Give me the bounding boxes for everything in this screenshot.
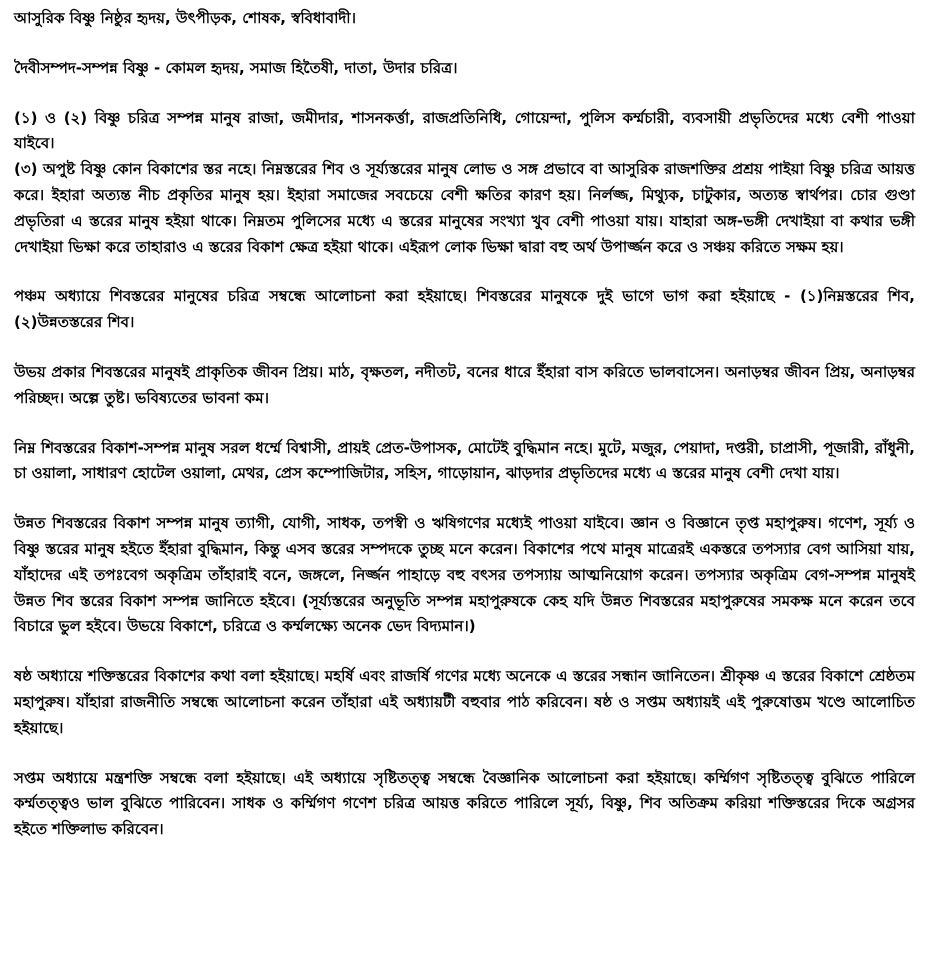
paragraph-lower-shiva: নিম্ন শিবস্তরের বিকাশ-সম্পন্ন মানুষ সরল ধর্ম্মে বিশ্বাসী, প্রায়ই প্রেত-উপাসক, মোটেই বুদ্ধিমান নহে। মুটে, মজুর, পেয়াদা, দপ্তরী, চাপ্রাসী, পূজারী, রাঁধুনী, চা ওয়ালা, সাধারণ হোটেল ওয়ালা, মেথর, প্রেস কম্পোজিটার, সহিস, গাড়োয়ান, ঝাড়দার প্রভৃতিদের মধ্যে এ স্তরের মানুষ বেশী দেখা যায়।	[14, 438, 915, 483]
paragraph-daivi-vishnu: দৈবীসম্পদ-সম্পন্ন বিষ্ণু - কোমল হৃদয়, সমাজ হিতৈষী, দাতা, উদার চরিত্র।	[14, 58, 458, 77]
document-page	[14, 6, 915, 843]
paragraph-seventh-chapter: সপ্তম অধ্যায়ে মন্ত্রশক্তি সম্বন্ধে বলা হইয়াছে। এই অধ্যায়ে সৃষ্টিতত্ত্ব সম্বন্ধে বৈজ্ঞানিক আলোচনা করা হইয়াছে। কর্ম্মিগণ সৃষ্টিতত্ত্ব বুঝিতে পারিলে কর্ম্মতত্ত্বও ভাল বুঝিতে পারিবেন। সাধক ও কর্ম্মিগণ গণেশ চরিত্র আয়ত্ত করিতে পারিলে সূর্য্য, বিষ্ণু, শিব অতিক্রম করিয়া শক্তিস্তরের দিকে অগ্রসর হইতে শক্তিলাভ করিবেন।	[14, 768, 915, 839]
paragraph-spacer	[14, 742, 915, 766]
paragraph-spacer	[14, 640, 915, 664]
paragraph-spacer	[14, 260, 915, 284]
paragraph-spacer	[14, 32, 915, 56]
paragraph-sixth-chapter: ষষ্ঠ অধ্যায়ে শক্তিস্তরের বিকাশের কথা বলা হইয়াছে। মহর্ষি এবং রাজর্ষি গণের মধ্যে অনেকে এ স্তরের সন্ধান জানিতেন। শ্রীকৃষ্ণ এ স্তরের বিকাশে শ্রেষ্ঠতম মহাপুরুষ। যাঁহারা রাজনীতি সম্বন্ধে আলোচনা করেন তাঁহারা এই অধ্যায়টী বহুবার পাঠ করিবেন। ষষ্ঠ ও সপ্তম অধ্যায়ই এই পুরুষোত্তম খণ্ডে আলোচিত হইয়াছে।	[14, 667, 915, 737]
paragraph-aposhto-vishnu: (৩) অপুষ্ট বিষ্ণু কোন বিকাশের স্তর নহে। নিম্নস্তরের শিব ও সূর্য্যস্তরের মানুষ লোভ ও সঙ্গ প্রভাবে বা আসুরিক রাজশক্তির প্রশ্রয় পাইয়া বিষ্ণু চরিত্র আয়ত্ত করে। ইহারা অত্যন্ত নীচ প্রকৃতির মানুষ হয়। ইহারা সমাজের সবচেয়ে বেশী ক্ষতির কারণ হয়। নির্লজ্জ, মিথ্যুক, চাটুকার, অত্যন্ত স্বার্থপর। চোর গুণ্ডা প্রভৃতিরা এ স্তরের মানুষ হইয়া থাকে। নিম্নতম পুলিসের মধ্যে এ স্তরের মানুষের সংখ্যা খুব বেশী পাওয়া যায়। যাহারা অঙ্গ-ভঙ্গী দেখাইয়া বা কথার ভঙ্গী দেখাইয়া ভিক্ষা করে তাহারাও এ স্তরের বিকাশ ক্ষেত্র হইয়া থাকে। এইরূপ লোক ভিক্ষা দ্বারা বহু অর্থ উপার্জ্জন করে ও সঞ্চয় করিতে সক্ষম হয়।	[14, 160, 915, 256]
paragraph-spacer	[14, 487, 915, 511]
paragraph-higher-shiva: উন্নত শিবস্তরের বিকাশ সম্পন্ন মানুষ ত্যাগী, যোগী, সাধক, তপস্বী ও ঋষিগণের মধ্যেই পাওয়া যাইবে। জ্ঞান ও বিজ্ঞানে তৃপ্ত মহাপুরুষ। গণেশ, সূর্য্য ও বিষ্ণু স্তরের মানুষ হইতে ইঁহারা বুদ্ধিমান, কিন্তু এসব স্তরের সম্পদকে তুচ্ছ মনে করেন। বিকাশের পথে মানুষ মাত্রেরই একস্তরে তপস্যার বেগ আসিয়া যায়, যাঁহাদের এই তপঃবেগ অকৃত্রিম তাঁহারাই বনে, জঙ্গলে, নির্জ্জন পাহাড়ে বহু বৎসর তপস্যায় আত্মনিয়োগ করেন। তপস্যার অকৃত্রিম বেগ-সম্পন্ন মানুষই উন্নত শিব স্তরের বিকাশ সম্পন্ন জানিতে হইবে। (সূর্য্যস্তরের অনুভূতি সম্পন্ন মহাপুরুষকে কেহ যদি উন্নত শিবস্তরের মহাপুরুষের সমকক্ষ মনে করেন তবে বিচারে ভুল হইবে। উভয়ে বিকাশে, চরিত্রে ও কর্ম্মলক্ষ্যে অনেক ভেদ বিদ্যমান।)	[14, 514, 915, 636]
paragraph-vishnu-character-list: (১) ও (২) বিষ্ণু চরিত্র সম্পন্ন মানুষ রাজা, জমীদার, শাসনকর্ত্তা, রাজপ্রতিনিধি, গোয়েন্দা, পুলিস কর্ম্মচারী, ব্যবসায়ী প্রভৃতিদের মধ্যে বেশী পাওয়া যাইবে।	[14, 108, 915, 153]
paragraph-asurik-vishnu: আসুরিক বিষ্ণু নিষ্ঠুর হৃদয়, উৎপীড়ক, শোষক, স্ববিধাবাদী।	[14, 9, 356, 27]
paragraph-fifth-chapter: পঞ্চম অধ্যায়ে শিবস্তরের মানুষের চরিত্র সম্বন্ধে আলোচনা করা হইয়াছে। শিবস্তরের মানুষকে দুই ভাগে ভাগ করা হইয়াছে - (১)নিম্নস্তরের শিব, (২)উন্নতস্তরের শিব।	[14, 287, 915, 332]
paragraph-spacer	[14, 336, 915, 360]
paragraph-both-shiva-types: উভয় প্রকার শিবস্তরের মানুষই প্রাকৃতিক জীবন প্রিয়। মাঠ, বৃক্ষতল, নদীতট, বনের ধারে ইঁহারা বাস করিতে ভালবাসেন। অনাড়ম্বর জীবন প্রিয়, অনাড়ম্বর পরিচ্ছদ। অল্পে তুষ্ট। ভবিষ্যতের ভাবনা কম।	[14, 362, 915, 407]
paragraph-spacer	[14, 82, 915, 106]
paragraph-spacer	[14, 412, 915, 436]
